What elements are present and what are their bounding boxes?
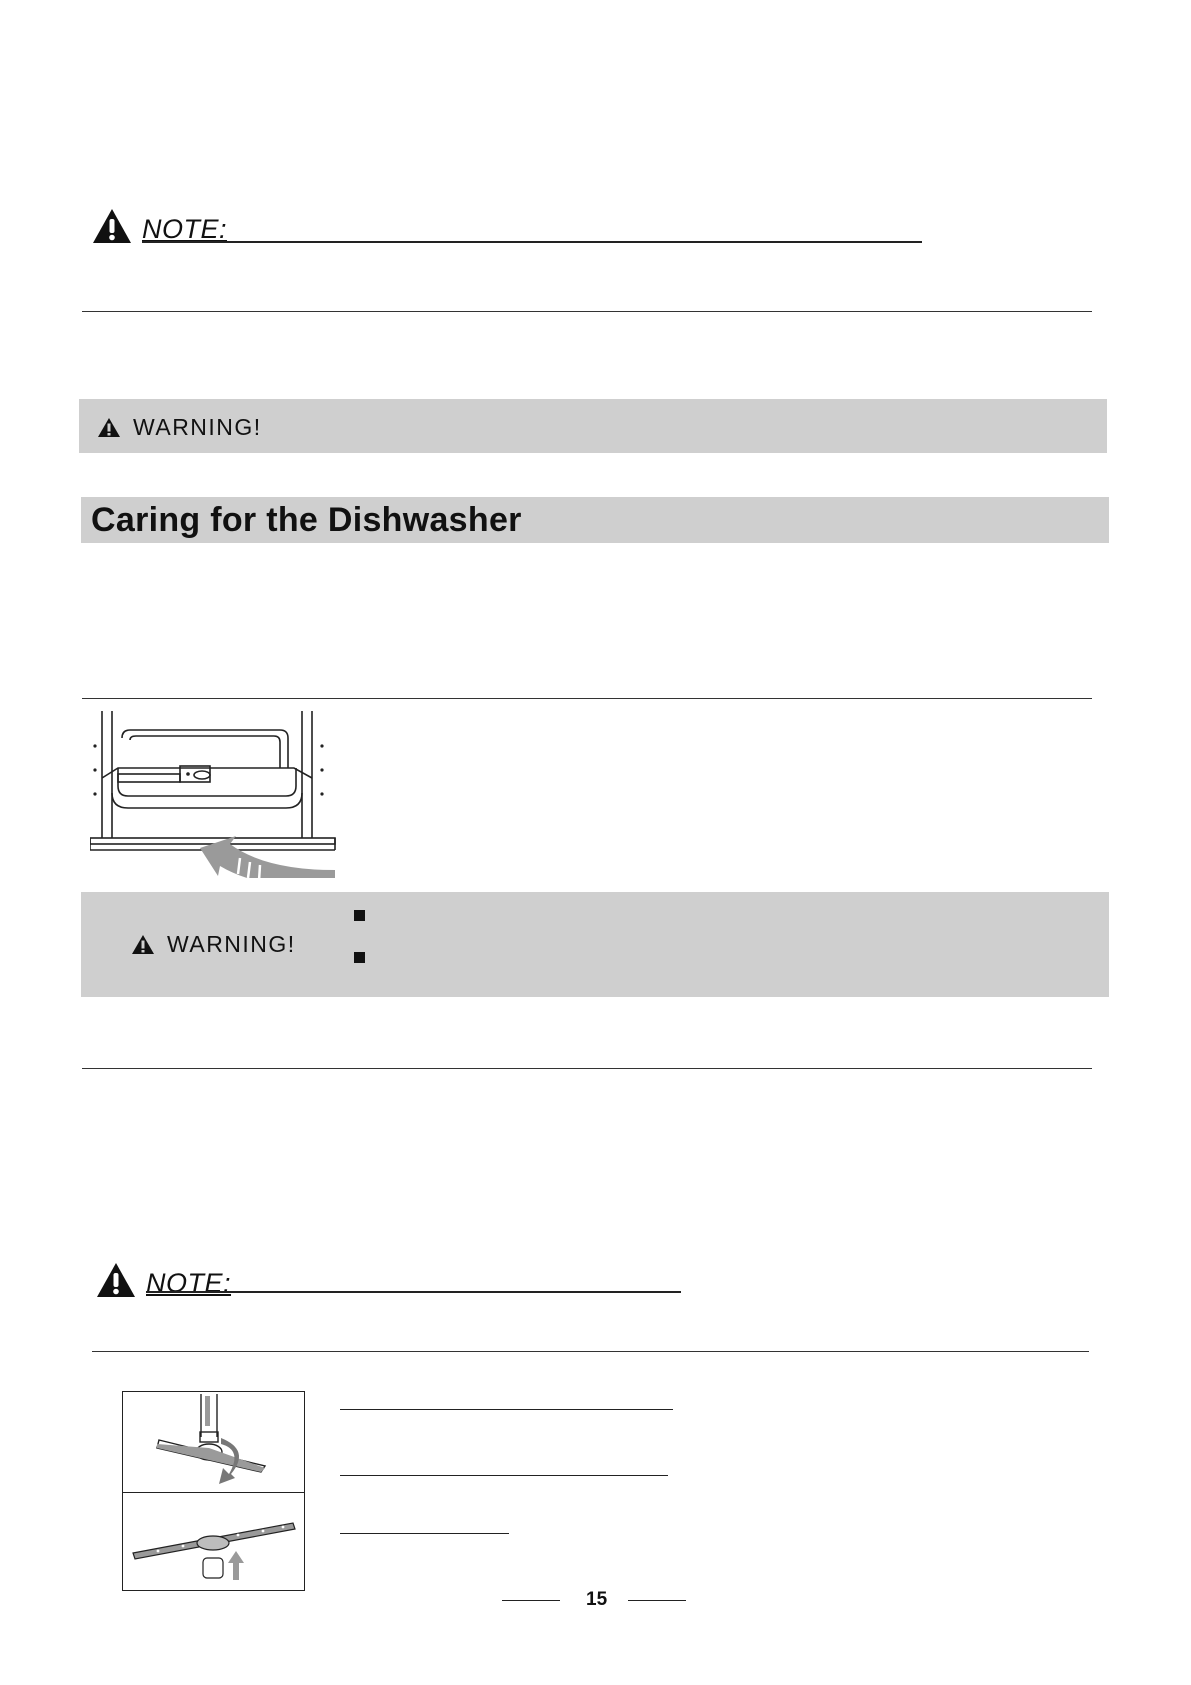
filter-removal-illustration — [90, 708, 340, 878]
warning-triangle-icon — [131, 934, 155, 955]
divider — [92, 1351, 1089, 1352]
lower-spray-arm-drawing — [123, 1493, 304, 1590]
divider — [82, 698, 1092, 699]
warning-label: WARNING! — [167, 931, 296, 957]
upper-spray-arm-drawing — [123, 1392, 304, 1493]
upper-spray-arm-illustration — [122, 1391, 305, 1494]
note-underline — [142, 241, 922, 243]
section-title-bar — [81, 497, 1109, 543]
divider — [82, 311, 1092, 312]
text-underline — [340, 1475, 668, 1476]
note-label: NOTE: — [142, 214, 228, 244]
warning-bar-2 — [81, 892, 1109, 997]
divider — [82, 1068, 1092, 1069]
note-label: NOTE: — [146, 1268, 232, 1298]
page-number: 15 — [586, 1589, 608, 1610]
bullet-marker — [354, 952, 365, 963]
warning-triangle-icon — [96, 1262, 136, 1298]
bullet-marker — [354, 910, 365, 921]
lower-spray-arm-illustration — [122, 1492, 305, 1591]
text-underline — [340, 1409, 673, 1410]
text-underline — [340, 1533, 509, 1534]
page-number-rule-left — [502, 1600, 560, 1601]
warning-triangle-icon — [97, 417, 121, 438]
warning-label: WARNING! — [133, 414, 262, 440]
warning-bar-1 — [79, 399, 1107, 453]
warning-triangle-icon — [92, 208, 132, 244]
page-number-rule-right — [628, 1600, 686, 1601]
section-title: Caring for the Dishwasher — [91, 501, 522, 539]
note-heading-1 — [92, 208, 227, 244]
note-underline — [146, 1291, 681, 1293]
